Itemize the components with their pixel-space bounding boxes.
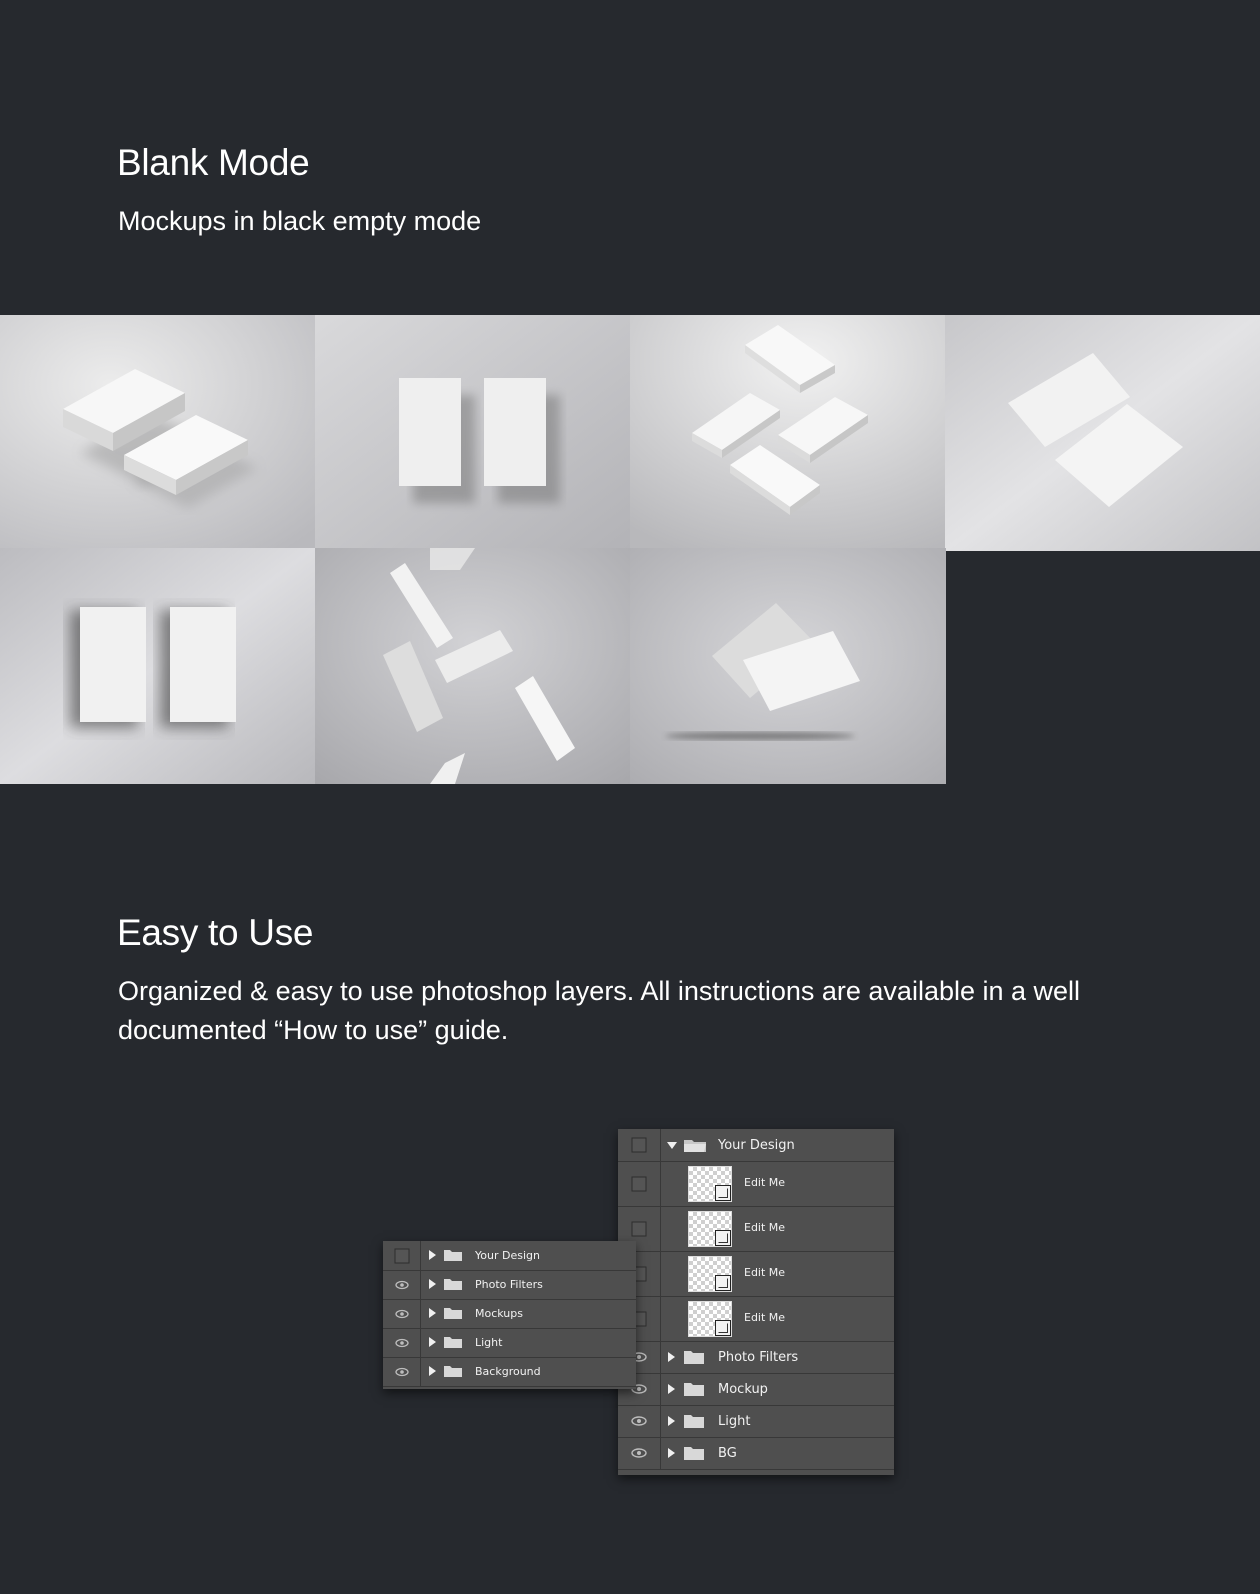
- folder-icon: [683, 1445, 705, 1461]
- expand-arrow-icon[interactable]: [668, 1448, 675, 1458]
- visibility-toggle[interactable]: [383, 1357, 421, 1386]
- layers-panel-collapsed: [383, 1241, 636, 1389]
- gallery-tile-floating-cards[interactable]: [315, 548, 630, 784]
- layer-label: Your Design: [475, 1249, 540, 1262]
- gallery-tile-front-shadow-cards[interactable]: [0, 548, 315, 784]
- mockup-gallery: [0, 315, 1260, 784]
- gallery-tile-stacked-cards[interactable]: [0, 315, 315, 548]
- folder-icon: [443, 1306, 463, 1320]
- expand-arrow-icon[interactable]: [668, 1384, 675, 1394]
- folder-icon: [683, 1413, 705, 1429]
- folder-icon: [683, 1349, 705, 1365]
- layer-label: Your Design: [718, 1138, 795, 1153]
- eye-icon: [395, 1338, 409, 1347]
- visibility-toggle[interactable]: [383, 1299, 421, 1328]
- folder-icon: [443, 1364, 463, 1378]
- layer-row-edit-me[interactable]: [618, 1251, 894, 1297]
- layer-label: Mockup: [718, 1382, 768, 1397]
- layer-label: Edit Me: [744, 1176, 786, 1189]
- layer-row-mockups[interactable]: [383, 1299, 636, 1329]
- layer-row-edit-me[interactable]: [618, 1206, 894, 1252]
- mockup-image: [315, 315, 630, 548]
- layer-label: Photo Filters: [475, 1278, 543, 1291]
- eye-icon: [631, 1416, 647, 1426]
- layer-row-photo-filters[interactable]: [383, 1270, 636, 1300]
- gallery-tile-scattered-stacks[interactable]: [630, 315, 945, 548]
- folder-icon: [443, 1335, 463, 1349]
- layer-row-bg[interactable]: [618, 1437, 894, 1470]
- layer-row-mockup[interactable]: [618, 1373, 894, 1406]
- folder-icon: [443, 1248, 463, 1262]
- smart-object-thumbnail: [688, 1301, 732, 1337]
- expand-arrow-icon[interactable]: [429, 1279, 436, 1289]
- mockup-image: [630, 315, 945, 548]
- eye-icon: [395, 1280, 409, 1289]
- mockup-image: [315, 548, 630, 784]
- visibility-toggle[interactable]: [383, 1328, 421, 1357]
- layer-label: Edit Me: [744, 1266, 786, 1279]
- visibility-toggle[interactable]: [618, 1437, 661, 1469]
- expand-arrow-icon[interactable]: [429, 1308, 436, 1318]
- layer-row-background[interactable]: [383, 1357, 636, 1387]
- smart-object-icon: [715, 1185, 731, 1201]
- folder-icon: [443, 1277, 463, 1291]
- section-description-easy-to-use: Organized & easy to use photoshop layers. All instructions are available in a well documented “How to use” guide.: [118, 976, 1081, 1045]
- section-subtitle-blank-mode: Mockups in black empty mode: [118, 206, 482, 236]
- mockup-image: [0, 315, 315, 548]
- smart-object-thumbnail: [688, 1211, 732, 1247]
- eye-icon: [395, 1309, 409, 1318]
- expand-arrow-icon[interactable]: [429, 1337, 436, 1347]
- visibility-toggle[interactable]: [383, 1241, 421, 1270]
- expand-arrow-icon[interactable]: [668, 1352, 675, 1362]
- expand-arrow-icon[interactable]: [668, 1416, 675, 1426]
- visibility-toggle[interactable]: [618, 1161, 661, 1206]
- layer-row-your-design[interactable]: [383, 1241, 636, 1271]
- layer-row-light[interactable]: [618, 1405, 894, 1438]
- mockup-image: [0, 548, 315, 784]
- layer-label: Photo Filters: [718, 1350, 799, 1365]
- layer-row-edit-me[interactable]: [618, 1296, 894, 1342]
- layer-label: Light: [718, 1414, 751, 1429]
- visibility-toggle[interactable]: [383, 1270, 421, 1299]
- mockup-image: [630, 548, 946, 784]
- folder-open-icon: [683, 1137, 707, 1153]
- layer-row-photo-filters[interactable]: [618, 1341, 894, 1374]
- eye-icon: [395, 1367, 409, 1376]
- layer-label: BG: [718, 1446, 737, 1461]
- visibility-toggle[interactable]: [618, 1405, 661, 1437]
- visibility-toggle[interactable]: [618, 1129, 661, 1161]
- layer-label: Light: [475, 1336, 503, 1349]
- collapse-arrow-icon[interactable]: [667, 1142, 677, 1149]
- layer-label: Background: [475, 1365, 541, 1378]
- layer-row-edit-me[interactable]: [618, 1161, 894, 1207]
- eye-icon: [631, 1448, 647, 1458]
- layers-panel-expanded: [618, 1129, 894, 1475]
- expand-arrow-icon[interactable]: [429, 1366, 436, 1376]
- smart-object-icon: [715, 1275, 731, 1291]
- smart-object-thumbnail: [688, 1166, 732, 1202]
- layer-label: Mockups: [475, 1307, 523, 1320]
- smart-object-icon: [715, 1230, 731, 1246]
- section-title-blank-mode: Blank Mode: [117, 142, 310, 183]
- mockup-image: [945, 315, 1260, 551]
- section-title-easy-to-use: Easy to Use: [117, 912, 314, 953]
- expand-arrow-icon[interactable]: [429, 1250, 436, 1260]
- layer-row-your-design-group[interactable]: [618, 1129, 894, 1162]
- folder-icon: [683, 1381, 705, 1397]
- gallery-tile-floating-shadow-cards[interactable]: [630, 548, 946, 784]
- layer-label: Edit Me: [744, 1221, 786, 1234]
- smart-object-icon: [715, 1320, 731, 1336]
- smart-object-thumbnail: [688, 1256, 732, 1292]
- layer-label: Edit Me: [744, 1311, 786, 1324]
- layer-row-light[interactable]: [383, 1328, 636, 1358]
- gallery-tile-flat-angled-cards[interactable]: [945, 315, 1260, 551]
- gallery-tile-upright-cards[interactable]: [315, 315, 630, 548]
